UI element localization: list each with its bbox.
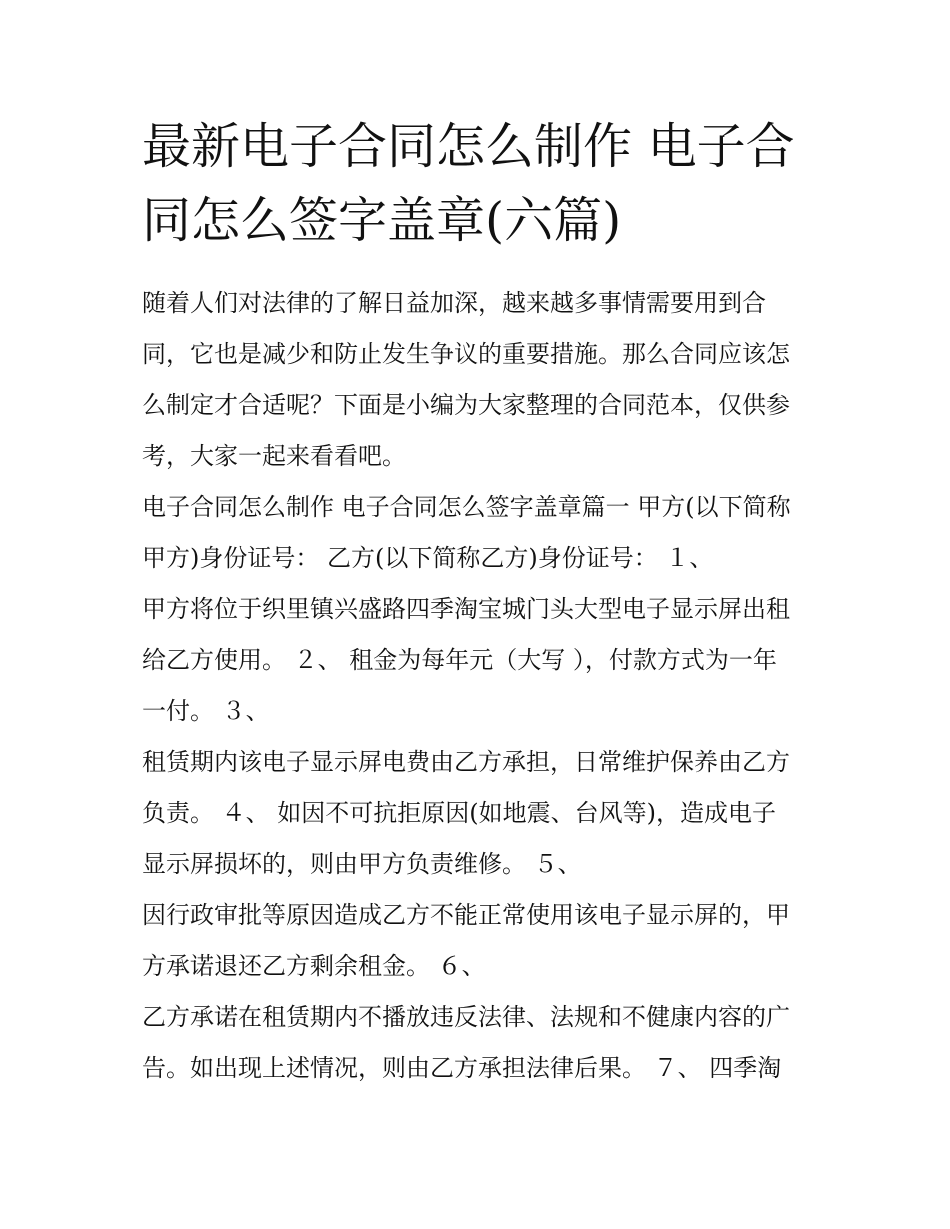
body-line: 么制定才合适呢？下面是小编为大家整理的合同范本，仅供参 [142, 391, 790, 419]
title-line-2: 同怎么签字盖章(六篇) [142, 192, 622, 249]
body-line: 随着人们对法律的了解日益加深，越来越多事情需要用到合 [142, 289, 766, 317]
body-line: 告。如出现上述情况，则由乙方承担法律后果。 ７、 四季淘 [142, 1054, 782, 1082]
body-line: 显示屏损坏的，则由甲方负责维修。 ５、 [142, 850, 582, 878]
body-line: 甲方将位于织里镇兴盛路四季淘宝城门头大型电子显示屏出租 [142, 595, 790, 623]
document-body [142, 278, 822, 1094]
body-line: 租赁期内该电子显示屏电费由乙方承担，日常维护保养由乙方 [142, 748, 790, 776]
body-line: 一付。 ３、 [142, 697, 270, 725]
body-line: 给乙方使用。 ２、 租金为每年元（大写 ），付款方式为一年 [142, 646, 777, 674]
document-title [142, 110, 822, 258]
body-line: 乙方承诺在租赁期内不播放违反法律、法规和不健康内容的广 [142, 1003, 790, 1031]
body-line: 负责。 ４、 如因不可抗拒原因(如地震、台风等)，造成电子 [142, 799, 776, 827]
body-line: 电子合同怎么制作 电子合同怎么签字盖章篇一 甲方(以下简称 [142, 493, 791, 521]
body-line: 方承诺退还乙方剩余租金。 ６、 [142, 952, 486, 980]
title-line-1: 最新电子合同怎么制作 电子合 [142, 118, 795, 175]
body-line: 甲方)身份证号： 乙方(以下简称乙方)身份证号： １、 [142, 544, 714, 572]
body-line: 考，大家一起来看看吧。 [142, 442, 406, 470]
body-line: 同，它也是减少和防止发生争议的重要措施。那么合同应该怎 [142, 340, 790, 368]
body-line: 因行政审批等原因造成乙方不能正常使用该电子显示屏的，甲 [142, 901, 790, 929]
